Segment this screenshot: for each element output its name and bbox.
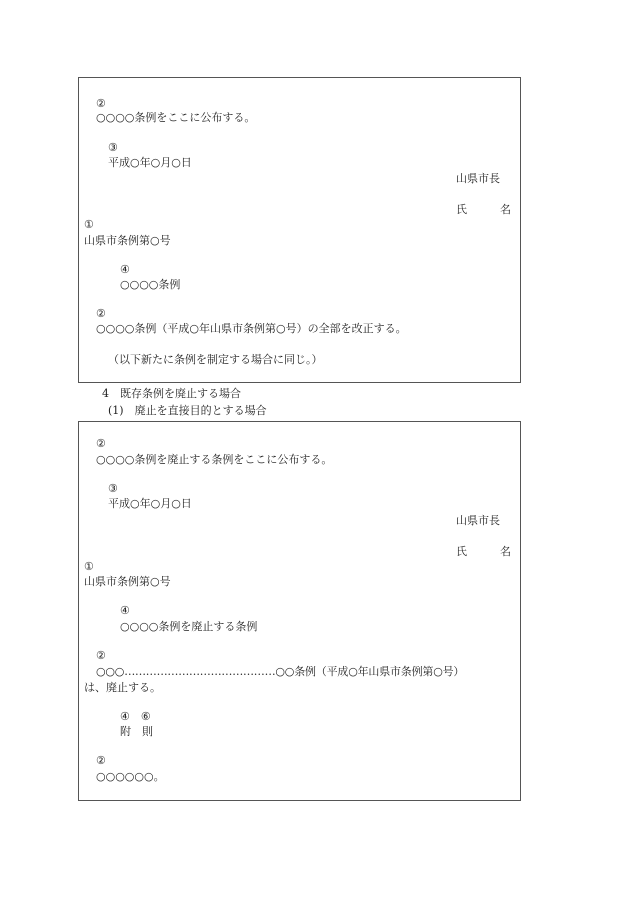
ordinance-title: ○○○○条例 xyxy=(120,278,181,291)
ordinance-body-line-2: は、廃止する。 xyxy=(84,681,161,694)
mark-title: ④ xyxy=(120,263,130,276)
mayor-title: 山県市長 xyxy=(456,172,500,185)
subsection-heading: (1) 廃止を直接目的とする場合 xyxy=(108,404,267,417)
mark-body: ② xyxy=(96,307,106,320)
note: （以下新たに条例を制定する場合に同じ。） xyxy=(108,353,323,366)
ordinance-title: ○○○○条例を廃止する条例 xyxy=(120,620,258,633)
mark-body: ② xyxy=(96,649,106,662)
enactment-date: 平成○年○月○日 xyxy=(108,497,192,510)
ordinance-number: 山県市条例第○号 xyxy=(84,234,171,247)
mayor-title: 山県市長 xyxy=(456,514,500,527)
ordinance-body: ○○○○条例（平成○年山県市条例第○号）の全部を改正する。 xyxy=(96,322,407,335)
ordinance-number: 山県市条例第○号 xyxy=(84,575,171,588)
enactment-date: 平成○年○月○日 xyxy=(108,156,192,169)
promulgate-text: ○○○○条例を廃止する条例をここに公布する。 xyxy=(96,453,333,466)
mark-supplement-body: ② xyxy=(96,754,106,767)
mark-number: ① xyxy=(84,218,94,231)
supplement-body: ○○○○○○。 xyxy=(96,770,165,783)
mark-date: ③ xyxy=(108,141,118,154)
section-heading: 4 既存条例を廃止する場合 xyxy=(102,387,241,400)
mark-supplement: ④ ⑥ xyxy=(120,710,151,723)
promulgate-text: ○○○○条例をここに公布する。 xyxy=(96,111,256,124)
mark-title: ④ xyxy=(120,604,130,617)
ordinance-form-box-2 xyxy=(78,421,521,801)
supplement-heading: 附 則 xyxy=(120,725,153,738)
mayor-name: 氏 名 xyxy=(456,203,511,216)
mark-number: ① xyxy=(84,560,94,573)
mark-promulgate: ② xyxy=(96,437,106,450)
mayor-name: 氏 名 xyxy=(456,545,511,558)
mark-promulgate: ② xyxy=(96,97,106,110)
mark-date: ③ xyxy=(108,482,118,495)
ordinance-body-line-1: ○○○……………………………………○○条例（平成○年山県市条例第○号） xyxy=(96,665,465,678)
